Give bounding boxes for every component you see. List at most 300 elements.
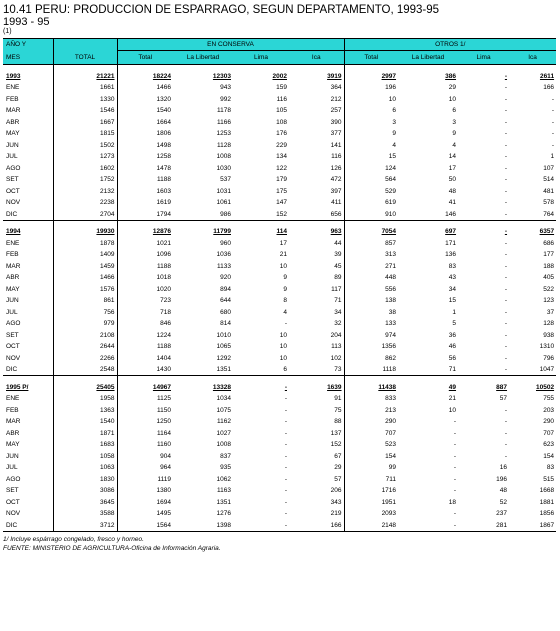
row-label: SET — [3, 330, 53, 342]
row-total: 1409 — [53, 249, 117, 261]
conserva-ica: 137 — [289, 428, 344, 440]
row-label: MAY — [3, 128, 53, 140]
row-total: 1063 — [53, 462, 117, 474]
otros-lima: - — [504, 187, 508, 195]
table-row — [3, 364, 556, 376]
conserva-lima: 122 — [276, 164, 287, 172]
header-total: TOTAL — [53, 51, 117, 65]
footnotes — [3, 535, 557, 553]
conserva-total: 14967 — [152, 383, 171, 391]
otros-la-libertad: 46 — [448, 343, 457, 351]
row-total: 861 — [53, 295, 117, 307]
row-label: OCT — [3, 186, 53, 198]
conserva-lima: 8 — [283, 297, 287, 305]
otros-total: 11438 — [378, 383, 397, 391]
conserva-total: 1188 — [157, 176, 171, 184]
row-total: 2132 — [53, 186, 117, 198]
table-row — [3, 416, 556, 428]
row-label: MAR — [3, 261, 53, 273]
row-total: 2238 — [53, 197, 117, 209]
otros-la-libertad: - — [453, 475, 457, 483]
row-total: 1667 — [53, 117, 117, 129]
header-sub-conserva-lima: Lima — [233, 51, 289, 65]
row-total: 1830 — [53, 474, 117, 486]
conserva-ica: 117 — [289, 284, 344, 296]
otros-total: 833 — [385, 395, 397, 403]
conserva-total: 1694 — [156, 498, 171, 506]
row-total: 1815 — [53, 128, 117, 140]
table-row — [3, 128, 556, 140]
row-total: 1661 — [53, 82, 117, 94]
row-label: ABR — [3, 117, 53, 129]
otros-la-libertad: 146 — [445, 210, 457, 218]
conserva-lima: 176 — [276, 130, 287, 138]
conserva-la-libertad: 1351 — [216, 366, 231, 373]
table-row — [3, 330, 556, 342]
conserva-la-libertad: 1065 — [216, 343, 231, 351]
otros-ica: 578 — [543, 199, 555, 207]
footnote-1: 1/ Incluye espárrago congelado, fresco y horneo. — [3, 535, 144, 543]
otros-lima: - — [504, 452, 508, 460]
row-label: SET — [3, 174, 53, 186]
conserva-ica: 88 — [289, 416, 344, 428]
conserva-lima: 9 — [283, 285, 287, 293]
conserva-total: 1664 — [156, 118, 171, 126]
table-row — [3, 82, 556, 94]
otros-total: 290 — [385, 418, 397, 426]
conserva-la-libertad: 1292 — [216, 354, 231, 362]
row-label: JUL — [3, 462, 53, 474]
otros-la-libertad: 83 — [448, 262, 457, 270]
otros-la-libertad: 10 — [448, 406, 457, 414]
otros-lima: - — [504, 130, 508, 138]
row-total: 1330 — [53, 94, 117, 106]
table-row — [3, 508, 556, 520]
otros-ica: 522 — [543, 285, 555, 293]
otros-la-libertad: 36 — [448, 331, 457, 339]
conserva-total: 1794 — [156, 210, 171, 218]
otros-total: 6 — [392, 107, 397, 115]
otros-ica: 755 — [543, 395, 555, 403]
table-row — [3, 140, 556, 152]
table-row — [3, 439, 556, 451]
otros-la-libertad: 171 — [445, 239, 457, 247]
conserva-lima: 17 — [279, 239, 287, 247]
conserva-la-libertad: 1162 — [217, 418, 231, 426]
otros-lima: 16 — [499, 464, 508, 472]
conserva-ica: 75 — [289, 405, 344, 417]
otros-ica: 623 — [543, 441, 555, 449]
conserva-lima: 229 — [276, 141, 287, 149]
table-row — [3, 307, 556, 319]
otros-ica: 514 — [543, 176, 555, 184]
table-row — [3, 249, 556, 261]
otros-la-libertad: - — [453, 464, 457, 472]
conserva-lima: - — [284, 406, 287, 414]
conserva-la-libertad: 1276 — [216, 510, 231, 518]
otros-ica: 123 — [543, 297, 555, 305]
conserva-ica: 113 — [289, 341, 344, 353]
document-page — [0, 4, 560, 631]
otros-ica: 481 — [543, 187, 555, 195]
row-total: 1058 — [53, 451, 117, 463]
header-sub-otros-la-libertad: La Libertad — [398, 51, 458, 65]
table-row — [3, 295, 556, 307]
otros-lima: - — [504, 285, 508, 293]
conserva-lima: 9 — [283, 274, 287, 282]
conserva-lima: 116 — [276, 95, 287, 103]
otros-total: 4 — [392, 141, 397, 149]
conserva-lima: - — [284, 487, 287, 495]
conserva-la-libertad: 1163 — [217, 487, 231, 495]
row-label: NOV — [3, 353, 53, 365]
otros-ica: 796 — [543, 354, 555, 362]
otros-total: 271 — [385, 262, 397, 270]
otros-la-libertad: 697 — [445, 228, 457, 236]
otros-lima: - — [504, 95, 508, 103]
otros-lima: - — [504, 118, 508, 126]
otros-ica: 203 — [543, 406, 555, 414]
document-title: 10.41 PERU: PRODUCCION DE ESPARRAGO, SEGUN DEPARTAMENTO, 1993-95 — [3, 4, 440, 16]
conserva-lima: 6 — [283, 366, 287, 373]
conserva-la-libertad: 1031 — [216, 187, 231, 195]
row-label: OCT — [3, 341, 53, 353]
otros-ica: 1867 — [509, 520, 556, 532]
otros-lima: - — [504, 251, 508, 259]
otros-lima: - — [504, 239, 508, 247]
otros-la-libertad: 18 — [448, 498, 457, 506]
otros-ica: 83 — [546, 464, 555, 472]
otros-lima: - — [504, 84, 508, 92]
otros-total: 1716 — [381, 487, 397, 495]
row-total: 1502 — [53, 140, 117, 152]
conserva-la-libertad: 920 — [220, 274, 231, 282]
otros-lima: - — [504, 366, 508, 373]
conserva-total: 1320 — [156, 95, 171, 103]
row-total: 1958 — [53, 393, 117, 405]
otros-la-libertad: 43 — [448, 274, 457, 282]
otros-total: 213 — [385, 406, 397, 414]
conserva-lima: 114 — [276, 228, 287, 236]
row-total: 979 — [53, 318, 117, 330]
table-row — [3, 197, 556, 209]
row-total: 25405 — [53, 382, 117, 394]
otros-lima: - — [504, 320, 508, 328]
conserva-total: 1806 — [156, 130, 171, 138]
otros-la-libertad: - — [453, 441, 457, 449]
conserva-lima: - — [284, 452, 287, 460]
otros-lima: 887 — [496, 383, 508, 391]
row-total: 1540 — [53, 416, 117, 428]
conserva-ica: 656 — [289, 209, 344, 221]
row-label: JUL — [3, 307, 53, 319]
otros-total: 196 — [385, 84, 397, 92]
conserva-ica: 91 — [289, 393, 344, 405]
table-row — [3, 520, 556, 532]
otros-ica: 6357 — [539, 228, 555, 236]
otros-total: 2997 — [381, 72, 397, 80]
otros-total: 619 — [385, 199, 397, 207]
otros-total: 138 — [385, 297, 397, 305]
table-row — [3, 163, 556, 175]
row-total: 2266 — [53, 353, 117, 365]
conserva-lima: - — [284, 395, 287, 403]
row-total: 1878 — [53, 238, 117, 250]
conserva-lima: - — [284, 510, 287, 518]
otros-total: 124 — [385, 164, 397, 172]
otros-ica: 1047 — [539, 366, 555, 373]
conserva-total: 1164 — [157, 429, 171, 437]
row-total: 1273 — [53, 151, 117, 163]
otros-la-libertad: 17 — [448, 164, 457, 172]
conserva-ica: 116 — [289, 151, 344, 163]
row-label: AGO — [3, 163, 53, 175]
otros-total: 857 — [385, 239, 397, 247]
conserva-la-libertad: 837 — [220, 452, 231, 460]
otros-la-libertad: 14 — [448, 153, 457, 161]
otros-ica: 107 — [543, 164, 555, 172]
otros-ica: 515 — [543, 475, 555, 483]
conserva-ica: 390 — [289, 117, 344, 129]
row-total: 19930 — [53, 226, 117, 238]
otros-ica: 405 — [543, 274, 555, 282]
header-anio: AÑO Y — [3, 39, 53, 51]
conserva-la-libertad: 1133 — [217, 262, 231, 270]
conserva-ica: 166 — [289, 520, 344, 532]
conserva-la-libertad: 1178 — [217, 107, 231, 115]
conserva-lima: 10 — [279, 331, 287, 339]
otros-ica: - — [551, 141, 555, 149]
otros-lima: 196 — [496, 475, 508, 483]
conserva-lima: 175 — [276, 187, 287, 195]
otros-lima: - — [504, 441, 508, 449]
conserva-la-libertad: 644 — [220, 297, 231, 305]
otros-ica: 938 — [543, 331, 555, 339]
conserva-ica: 3919 — [289, 71, 344, 83]
otros-total: 523 — [385, 441, 397, 449]
conserva-lima: 10 — [279, 262, 287, 270]
table-row — [3, 117, 556, 129]
otros-la-libertad: 56 — [448, 354, 457, 362]
row-total: 1576 — [53, 284, 117, 296]
row-total: 1752 — [53, 174, 117, 186]
otros-la-libertad: 50 — [448, 176, 457, 184]
otros-total: 1951 — [381, 498, 397, 506]
table-row — [3, 462, 556, 474]
conserva-ica: 34 — [289, 307, 344, 319]
otros-total: 3 — [392, 118, 397, 126]
conserva-ica: 102 — [289, 353, 344, 365]
row-total: 21221 — [53, 71, 117, 83]
otros-total: 564 — [385, 176, 397, 184]
conserva-total: 964 — [160, 464, 171, 472]
conserva-lima: 147 — [276, 199, 287, 207]
conserva-ica: 257 — [289, 105, 344, 117]
conserva-total: 1018 — [156, 274, 171, 282]
row-total: 2704 — [53, 209, 117, 221]
conserva-total: 1150 — [157, 406, 171, 414]
conserva-la-libertad: 943 — [220, 84, 231, 92]
year-total-row — [3, 71, 556, 83]
otros-lima: - — [504, 418, 508, 426]
otros-lima: - — [504, 153, 508, 161]
conserva-lima: - — [284, 320, 287, 328]
conserva-lima: 108 — [276, 118, 287, 126]
otros-total: 1118 — [382, 366, 397, 373]
table-row — [3, 451, 556, 463]
row-label: JUN — [3, 451, 53, 463]
conserva-la-libertad: 1010 — [216, 331, 231, 339]
row-label: MAY — [3, 439, 53, 451]
otros-lima: - — [504, 308, 508, 316]
otros-lima: - — [504, 297, 508, 305]
row-label: JUL — [3, 151, 53, 163]
conserva-total: 718 — [160, 308, 171, 316]
conserva-la-libertad: 11799 — [213, 228, 231, 236]
otros-ica: 707 — [543, 429, 555, 437]
row-total: 3588 — [53, 508, 117, 520]
otros-lima: 57 — [499, 395, 508, 403]
table-row — [3, 272, 556, 284]
otros-total: 529 — [385, 187, 397, 195]
source-note: FUENTE: MINISTERIO DE AGRICULTURA-Oficina de Información Agraria. — [3, 544, 221, 552]
conserva-total: 1119 — [157, 475, 171, 483]
row-label: MAR — [3, 416, 53, 428]
otros-lima: - — [504, 354, 508, 362]
conserva-ica: 397 — [289, 186, 344, 198]
conserva-la-libertad: 935 — [220, 464, 231, 472]
otros-ica: - — [551, 118, 555, 126]
conserva-total: 1478 — [156, 164, 171, 172]
row-label: 1993 — [3, 71, 53, 83]
row-label: ENE — [3, 393, 53, 405]
row-label: AGO — [3, 318, 53, 330]
conserva-ica: 206 — [289, 485, 344, 497]
otros-total: 711 — [385, 475, 397, 483]
row-label: ENE — [3, 238, 53, 250]
otros-total: 133 — [385, 320, 397, 328]
otros-total: 99 — [388, 464, 397, 472]
otros-la-libertad: - — [453, 429, 457, 437]
conserva-total: 723 — [160, 297, 171, 305]
otros-ica: - — [551, 130, 555, 138]
otros-la-libertad: 1 — [452, 308, 457, 316]
otros-lima: 281 — [458, 520, 509, 532]
otros-lima: 237 — [496, 510, 508, 518]
otros-lima: 48 — [499, 487, 508, 495]
otros-total: 15 — [388, 153, 397, 161]
otros-la-libertad: 21 — [448, 395, 457, 403]
otros-la-libertad: 15 — [448, 297, 457, 305]
conserva-ica: 411 — [289, 197, 344, 209]
otros-la-libertad: 41 — [448, 199, 457, 207]
row-total: 1363 — [53, 405, 117, 417]
conserva-la-libertad: 1030 — [216, 164, 231, 172]
row-label: MAR — [3, 105, 53, 117]
otros-lima: - — [504, 107, 508, 115]
otros-la-libertad: - — [398, 520, 458, 532]
otros-la-libertad: - — [453, 452, 457, 460]
otros-la-libertad: - — [453, 487, 457, 495]
header-sub-otros-lima: Lima — [458, 51, 509, 65]
conserva-total: 1021 — [156, 239, 171, 247]
row-label: JUN — [3, 140, 53, 152]
conserva-lima: - — [284, 441, 287, 449]
row-total: 3645 — [53, 497, 117, 509]
conserva-lima: 179 — [276, 176, 287, 184]
table-row — [3, 151, 556, 163]
otros-ica: 1881 — [539, 498, 555, 506]
table-row — [3, 261, 556, 273]
table-row — [3, 209, 556, 221]
conserva-total: 1540 — [156, 107, 171, 115]
conserva-la-libertad: 986 — [220, 210, 231, 218]
otros-total: 974 — [385, 331, 397, 339]
table-row — [3, 474, 556, 486]
row-label: FEB — [3, 94, 53, 106]
conserva-ica: 32 — [289, 318, 344, 330]
conserva-lima: - — [233, 520, 289, 532]
otros-total: 1356 — [381, 343, 397, 351]
otros-la-libertad: 4 — [452, 141, 457, 149]
row-label: DIC — [3, 520, 53, 532]
row-total: 1683 — [53, 439, 117, 451]
otros-ica: 1668 — [539, 487, 555, 495]
conserva-lima: 10 — [279, 354, 287, 362]
otros-total: 910 — [385, 210, 397, 218]
otros-la-libertad: - — [453, 418, 457, 426]
conserva-ica: 126 — [289, 163, 344, 175]
conserva-total: 904 — [160, 452, 171, 460]
otros-la-libertad: 5 — [452, 320, 457, 328]
table-row — [3, 318, 556, 330]
conserva-ica: 57 — [289, 474, 344, 486]
table-row — [3, 341, 556, 353]
otros-la-libertad: 9 — [452, 130, 457, 138]
header-sub-conserva-total: Total — [117, 51, 173, 65]
row-total: 3086 — [53, 485, 117, 497]
header-otros: OTROS 1/ — [344, 39, 556, 51]
otros-ica: 10502 — [535, 383, 555, 391]
header-sub-otros-ica: Ica — [509, 51, 556, 65]
table-row — [3, 393, 556, 405]
row-label: MAY — [3, 284, 53, 296]
otros-lima: - — [504, 199, 508, 207]
conserva-total: 1188 — [157, 343, 171, 351]
conserva-la-libertad: 1061 — [216, 199, 231, 207]
table-row — [3, 428, 556, 440]
conserva-total: 1466 — [156, 84, 171, 92]
otros-ica: 290 — [543, 418, 555, 426]
conserva-total: 1495 — [156, 510, 171, 518]
conserva-ica: 89 — [289, 272, 344, 284]
otros-lima: - — [504, 228, 508, 236]
conserva-la-libertad: 537 — [220, 176, 231, 184]
conserva-total: 1603 — [156, 187, 171, 195]
conserva-la-libertad: 13328 — [212, 383, 231, 391]
conserva-la-libertad: 1398 — [173, 520, 233, 532]
conserva-la-libertad: 1351 — [216, 498, 231, 506]
row-label: AGO — [3, 474, 53, 486]
otros-total: 313 — [385, 251, 397, 259]
conserva-lima: 159 — [276, 84, 287, 92]
conserva-total: 1250 — [156, 418, 171, 426]
row-total: 1602 — [53, 163, 117, 175]
conserva-ica: 73 — [289, 364, 344, 376]
table-row — [3, 186, 556, 198]
conserva-ica: 963 — [289, 226, 344, 238]
conserva-la-libertad: 1128 — [217, 141, 231, 149]
